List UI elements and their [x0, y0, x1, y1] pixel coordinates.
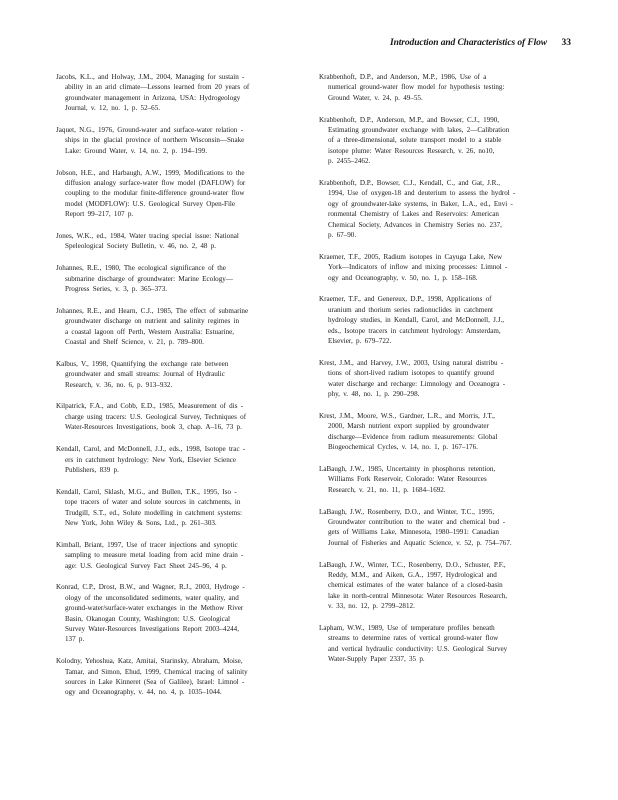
- reference-entry: [56, 487, 310, 529]
- reference-line: diffusion analogy surface-water flow model (DAFLOW) for: [65, 179, 246, 188]
- reference-line: ogy and Oceanography, v. 50, no. 1, p. 158–168.: [328, 273, 478, 282]
- reference-line: p. 67–90.: [328, 231, 357, 240]
- reference-line: ships in the glacial province of northern Wisconsin—Snake: [65, 136, 245, 145]
- reference-line: model (MODFLOW): U.S. Geological Survey Open-File: [65, 199, 236, 208]
- reference-line: Kendall, Carol, and McDonnell, J.J., eds., 1998, Isotope trac -: [56, 445, 246, 454]
- reference-entry: [319, 411, 573, 453]
- reference-line: Ground Water, v. 24, p. 49–55.: [328, 93, 423, 102]
- reference-line: isotope plume: Water Resources Research, v. 26, no10,: [328, 146, 495, 155]
- reference-line: LaBaugh, J.W., Winter, T.C., Rosenberry, D.O., Schuster, P.F.,: [319, 560, 506, 569]
- reference-line: Kendall, Carol, Sklash, M.G., and Bullen, T.K., 1995, Iso -: [56, 487, 237, 496]
- reference-entry: [319, 72, 573, 103]
- reference-line: Kimball, Briant, 1997, Use of tracer injections and synoptic: [56, 540, 238, 549]
- reference-line: Elsevier, p. 679–722.: [328, 337, 392, 346]
- reference-line: Tamar, and Simon, Ehud, 1999, Chemical tracing of salinity: [65, 667, 248, 676]
- reference-line: ground-water/surface-water exchanges in the Methow River: [65, 604, 244, 613]
- reference-entry: [319, 507, 573, 549]
- reference-line: gets of Williams Lake, Minnesota, 1980–1991: Canadian: [328, 528, 499, 537]
- reference-line: Kalbus, V., 1998, Quantifying the exchange rate between: [56, 359, 229, 368]
- reference-line: Progress Series, v. 3, p. 365–373.: [65, 285, 168, 294]
- reference-line: New York, John Wiley & Sons, Ltd., p. 261–303.: [65, 518, 217, 527]
- reference-line: Kilpatrick, F.A., and Cobb, E.D., 1985, Measurement of dis -: [56, 402, 244, 411]
- reference-line: 1994, Use of oxygen-18 and deuterium to assess the hydrol -: [328, 189, 516, 198]
- reference-line: numerical ground-water flow model for hypothesis testing:: [328, 83, 505, 92]
- reference-line: ogy of groundwater-lake systems, in Baker, L.A., ed., Envi -: [328, 199, 513, 208]
- reference-line: Coastal and Shelf Science, v. 21, p. 789–800.: [65, 338, 204, 347]
- reference-entry: [319, 252, 573, 283]
- reference-line: sampling to measure metal loading from acid mine drain -: [65, 551, 244, 560]
- reference-entry: [56, 401, 310, 432]
- reference-line: Kraemer, T.F., and Genereux, D.P., 1998, Applications of: [319, 295, 492, 304]
- reference-line: Jobson, H.E., and Harbaugh, A.W., 1999, Modifications to the: [56, 168, 245, 177]
- reference-entry: [56, 306, 310, 348]
- reference-line: a coastal lagoon off Perth, Western Australia: Estuarine,: [65, 327, 235, 336]
- reference-line: uranium and thorium series radionuclides in catchment: [328, 305, 494, 314]
- reference-line: and vertical hydraulic conductivity: U.S. Geological Survey: [328, 644, 508, 653]
- reference-line: Trudgill, S.T., ed., Solute modelling in catchment systems:: [65, 508, 242, 517]
- reference-line: ability in an arid climate—Lessons learned from 20 years of: [65, 83, 250, 92]
- reference-entry: [56, 444, 310, 475]
- reference-line: Survey Water-Resources Investigations Report 2003–4244,: [65, 624, 239, 633]
- reference-line: streams to determine rates of vertical ground-water flow: [328, 634, 499, 643]
- reference-line: Johannes, R.E., and Hearn, C.J., 1985, The effect of submarine: [56, 306, 249, 315]
- reference-line: Krest, J.M., and Harvey, J.W., 2003, Using natural distribu -: [319, 358, 504, 367]
- reference-line: groundwater management in Arizona, USA: Hydrogeology: [65, 93, 241, 102]
- references-left-column: [56, 72, 310, 709]
- reference-line: Report 99–217, 107 p.: [65, 210, 134, 219]
- reference-line: York—Indicators of inflow and mixing processes: Limnol -: [328, 263, 508, 272]
- reference-line: Jones, W.K., ed., 1984, Water tracing special issue: National: [56, 232, 239, 241]
- reference-line: 2000, Marsh nutrient export supplied by groundwater: [328, 422, 489, 431]
- reference-line: submarine discharge of groundwater: Marine Ecology—: [65, 274, 233, 283]
- reference-entry: [56, 231, 310, 252]
- reference-line: hydrology studies, in Kendall, Carol, and McDonnell, J.J.,: [328, 316, 505, 325]
- reference-line: phy, v. 48, no. 1, p. 290–298.: [328, 390, 420, 399]
- reference-line: Journal of Fisheries and Aquatic Science, v. 52, p. 754–767.: [328, 538, 512, 547]
- reference-line: ronmental Chemistry of Lakes and Reservoirs: American: [328, 210, 499, 219]
- running-title: Introduction and Characteristics of Flow: [389, 38, 547, 48]
- reference-entry: [56, 168, 310, 220]
- reference-line: lake in north-central Minnesota: Water Resources Research,: [328, 591, 508, 600]
- reference-line: Water-Supply Paper 2337, 35 p.: [328, 655, 425, 664]
- reference-entry: [319, 178, 573, 240]
- reference-line: Krest, J.M., Moore, W.S., Gardner, L.R., and Morris, J.T.,: [319, 411, 495, 420]
- reference-line: Research, v. 36, no. 6, p. 913–932.: [65, 380, 173, 389]
- reference-line: Lake: Ground Water, v. 14, no. 2, p. 194–199.: [65, 146, 207, 155]
- reference-line: Lapham, W.W., 1989, Use of temperature profiles beneath: [319, 623, 495, 632]
- reference-line: ogy and Oceanography, v. 44, no. 4, p. 1035–1044.: [65, 688, 222, 697]
- reference-line: Jacobs, K.L., and Holway, J.M., 2004, Managing for sustain -: [56, 73, 245, 81]
- reference-line: p. 2455–2462.: [328, 157, 371, 166]
- reference-line: tions of short-lived radium isotopes to quantify ground: [328, 369, 494, 378]
- reference-line: chemical estimates of the water balance of a closed-basin: [328, 581, 503, 590]
- reference-line: LaBaugh, J.W., Rosenberry, D.O., and Winter, T.C., 1995,: [319, 507, 495, 516]
- page-number: 33: [561, 38, 571, 48]
- reference-line: groundwater discharge on nutrient and salinity regimes in: [65, 317, 240, 326]
- reference-entry: [56, 582, 310, 644]
- reference-entry: [56, 656, 310, 698]
- reference-entry: [319, 464, 573, 495]
- reference-entry: [319, 560, 573, 612]
- reference-line: Jaquet, N.G., 1976, Ground-water and surface-water relation -: [56, 126, 243, 135]
- reference-line: v. 33, no. 12, p. 2799–2812.: [328, 602, 415, 611]
- reference-line: Groundwater contribution to the water and chemical bud -: [328, 517, 506, 526]
- reference-line: groundwater and small streams: Journal of Hydraulic: [65, 370, 225, 379]
- reference-entry: [319, 115, 573, 167]
- reference-line: Reddy, M.M., and Aiken, G.A., 1997, Hydrological and: [328, 570, 497, 579]
- reference-line: 137 p.: [65, 635, 85, 644]
- reference-line: sources in Lake Kinneret (Sea of Galilee), Israel: Limnol -: [65, 677, 245, 686]
- reference-entry: [56, 125, 310, 156]
- reference-entry: [319, 294, 573, 346]
- reference-line: discharge—Evidence from radium measurements: Global: [328, 432, 498, 441]
- reference-line: eds., Isotope tracers in catchment hydrology: Amsterdam,: [328, 326, 501, 335]
- reference-line: LaBaugh, J.W., 1985, Uncertainty in phosphorus retention,: [319, 464, 496, 473]
- reference-line: Johannes, R.E., 1980, The ecological significance of the: [56, 264, 226, 273]
- reference-line: water discharge and recharge: Limnology and Oceanogra -: [328, 379, 506, 388]
- reference-line: Water-Resources Investigations, book 3, chap. A–16, 73 p.: [65, 423, 242, 432]
- references-right-column: [319, 72, 573, 676]
- page-header: [0, 38, 618, 54]
- reference-line: age: U.S. Geological Survey Fact Sheet 245–96, 4 p.: [65, 561, 227, 570]
- reference-line: Biogeochemical Cycles, v. 14, no. 1, p. 167–176.: [328, 443, 478, 452]
- reference-line: Basin, Okanogan County, Washington: U.S. Geological: [65, 614, 230, 623]
- reference-entry: [319, 358, 573, 400]
- reference-line: coupling to the modular finite-difference ground-water flow: [65, 189, 245, 198]
- reference-line: Krabbenhoft, D.P., Bowser, C.J., Kendall, C., and Gat, J.R.,: [319, 179, 500, 188]
- reference-line: ers in catchment hydrology: New York, Elsevier Science: [65, 455, 237, 464]
- reference-line: Krabbenhoft, D.P., Anderson, M.P., and Bowser, C.J., 1990,: [319, 115, 500, 124]
- reference-line: Konrad, C.P., Drost, B.W., and Wagner, R.J., 2003, Hydroge -: [56, 583, 245, 592]
- reference-line: charge using tracers: U.S. Geological Survey, Techniques of: [65, 412, 247, 421]
- reference-entry: [56, 263, 310, 294]
- reference-line: Chemical Society, Advances in Chemistry Series no. 237,: [328, 220, 502, 229]
- reference-line: Estimating groundwater exchange with lakes, 2—Calibration: [328, 126, 510, 135]
- reference-entry: [319, 623, 573, 665]
- reference-line: tope tracers of water and solute sources in catchments, in: [65, 498, 241, 507]
- reference-line: Journal, v. 12, no. 1, p. 52–65.: [65, 104, 161, 113]
- reference-line: ology of the unconsolidated sediments, water quality, and: [65, 593, 239, 602]
- reference-line: Speleological Society Bulletin, v. 46, no. 2, 48 p.: [65, 242, 217, 251]
- reference-line: Krabbenhoft, D.P., and Anderson, M.P., 1986, Use of a: [319, 73, 487, 81]
- reference-line: of a three-dimensional, solute transport model to a stable: [328, 136, 502, 145]
- reference-line: Williams Fork Reservoir, Colorado: Water Resources: [328, 475, 487, 484]
- reference-entry: [56, 72, 310, 114]
- reference-line: Research, v. 21, no. 11, p. 1684–1692.: [328, 485, 446, 494]
- reference-line: Kolodny, Yehoshua, Katz, Amitai, Starinsky, Abraham, Moise,: [56, 657, 243, 666]
- reference-entry: [56, 359, 310, 390]
- reference-line: Publishers, 839 p.: [65, 465, 119, 474]
- reference-line: Kraemer, T.F., 2005, Radium isotopes in Cayuga Lake, New: [319, 252, 503, 261]
- reference-entry: [56, 540, 310, 571]
